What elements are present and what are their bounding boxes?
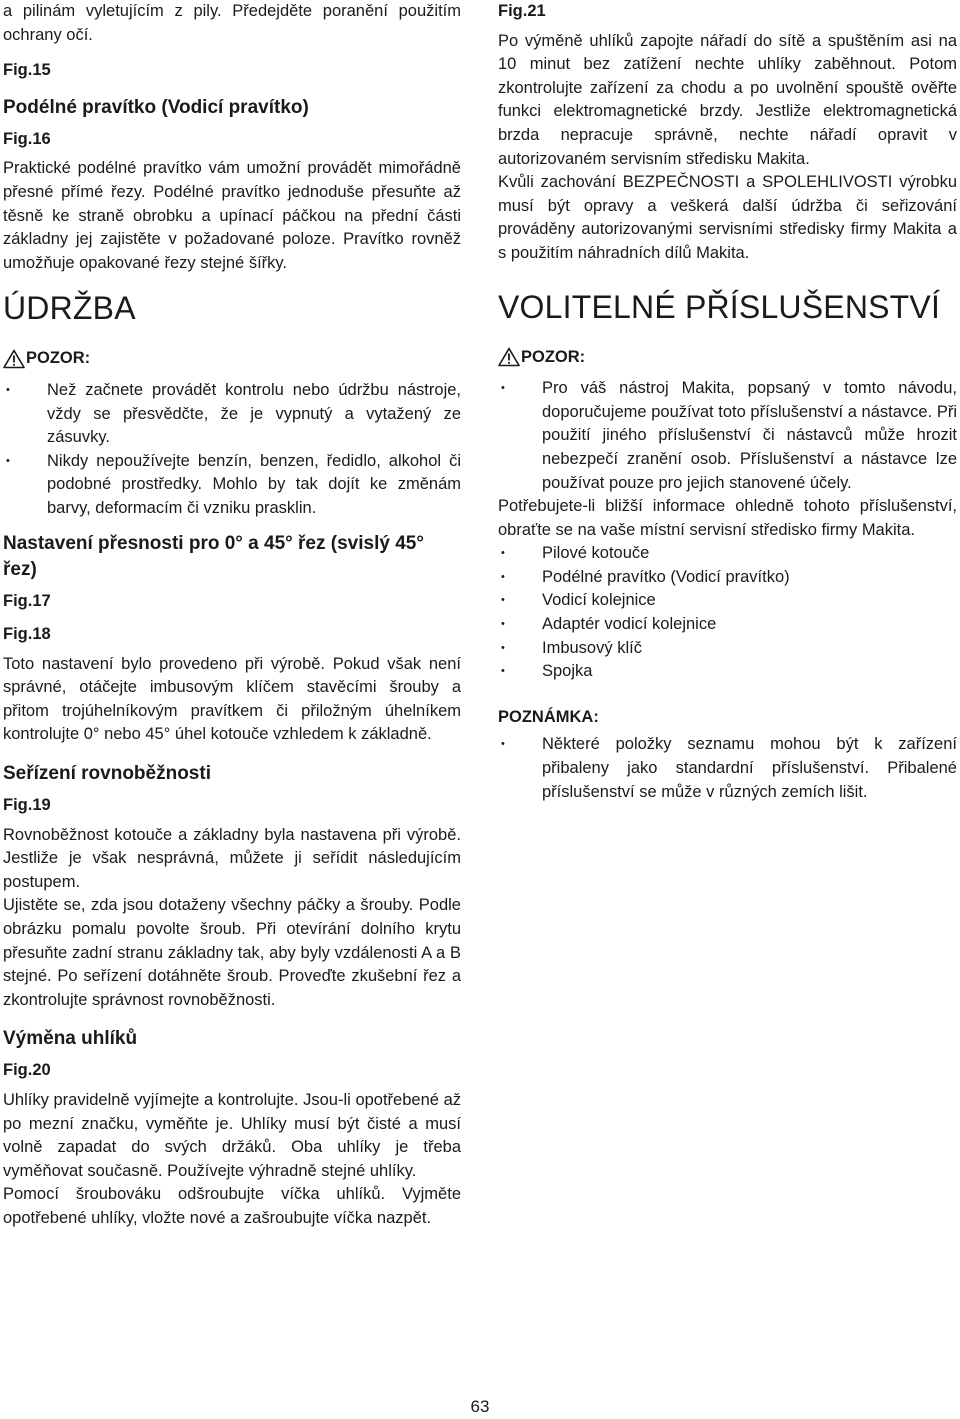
note-label: POZNÁMKA: bbox=[498, 707, 599, 726]
list-item: • Vodicí kolejnice bbox=[498, 589, 957, 613]
parallelism-text-2: Ujistěte se, zda jsou dotaženy všechny páčky a šrouby. Podle obrázku pomalu povolte šroub. Při otevírání dolního krytu přesuňte zadní stranu základny tak, aby byly vzdálenosti A a B stejné. Po seřízení dotáhněte šroub. Proveďte zkušební řez a zkontrolujte správnost rovnoběžnosti. bbox=[3, 896, 461, 1009]
fig20-label: Fig.20 bbox=[3, 1061, 51, 1080]
heading-parallelism: Seřízení rovnoběžnosti bbox=[3, 763, 211, 785]
fig16-label: Fig.16 bbox=[3, 129, 51, 148]
list-item: • Imbusový klíč bbox=[498, 637, 957, 661]
accessories-list bbox=[498, 542, 957, 684]
intro-text: a pilinám vyletujícím z pily. Předejděte poranění použitím ochrany očí. bbox=[3, 2, 461, 44]
caution-1-list bbox=[3, 379, 461, 521]
caution-2-label: POZOR: bbox=[521, 347, 586, 366]
warning-icon bbox=[3, 349, 25, 369]
page-number: 63 bbox=[470, 1397, 490, 1416]
fence-text: Praktické podélné pravítko vám umožní provádět mimořádně přesné přímé řezy. Podélné pravítko jednoduše přesuňte až těsně ke straně obrobku a upínací páčkou na přední části základny jej zajistěte v požadované poloze. Pravítko rovněž umožňuje opakované řezy stejné šířky. bbox=[3, 159, 461, 272]
caution-1 bbox=[3, 347, 461, 371]
list-item: • Spojka bbox=[498, 660, 957, 684]
list-item: • Nikdy nepoužívejte benzín, benzen, ředidlo, alkohol či podobné prostředky. Mohlo by tak dojít ke změnám barvy, deformacím či vzniku prasklin. bbox=[3, 450, 461, 521]
list-item: • Pilové kotouče bbox=[498, 542, 957, 566]
heading-carbon-brushes: Výměna uhlíků bbox=[3, 1028, 138, 1050]
list-item: • Než začnete provádět kontrolu nebo údržbu nástroje, vždy se přesvědčte, že je vypnutý a vytažený ze zásuvky. bbox=[3, 379, 461, 450]
brushes-text-2: Pomocí šroubováku odšroubujte víčka uhlíků. Vyjměte opotřebené uhlíky, vložte nové a zašroubujte víčka nazpět. bbox=[3, 1185, 461, 1227]
list-item: • Pro váš nástroj Makita, popsaný v tomto návodu, doporučujeme používat toto příslušenství a nástavce. Při použití jiného příslušenství či nástavců může hrozit nebezpečí zranění osob. Příslušenství a nástavce lze používat pouze pro jejich stanovené účely. bbox=[498, 377, 957, 495]
right-column bbox=[498, 0, 957, 804]
heading-accuracy: Nastavení přesnosti pro 0° a 45° řez (svislý 45° řez) bbox=[3, 532, 424, 580]
caution-2-list bbox=[498, 377, 957, 495]
list-item: • Některé položky seznamu mohou být k zařízení přibaleny jako standardní příslušenství. Přibalené příslušenství se může v různých zemích lišit. bbox=[498, 733, 957, 804]
left-column bbox=[3, 0, 461, 1231]
accuracy-text: Toto nastavení bylo provedeno při výrobě. Pokud však není správné, otáčejte imbusovým klíčem stavěcími šrouby a přitom trojúhelníkovým pravítkem či přiložným úhelníkem kontrolujte 0° nebo 45° úhel kotouče vzhledem k základně. bbox=[3, 654, 461, 744]
accessories-info-text: Potřebujete-li bližší informace ohledně tohoto příslušenství, obraťte se na vaše místní servisní středisko firmy Makita. bbox=[498, 497, 957, 539]
safety-text: Kvůli zachování BEZPEČNOSTI a SPOLEHLIVOSTI výrobku musí být opravy a veškerá další údržba či seřizování prováděny autorizovanými servisními středisky firmy Makita a s použitím náhradních dílů Makita. bbox=[498, 173, 957, 262]
note-list bbox=[498, 733, 957, 804]
heading-maintenance: ÚDRŽBA bbox=[3, 290, 136, 327]
brushes-text-1: Uhlíky pravidelně vyjímejte a kontrolujte. Jsou-li opotřebené až po mezní značku, vyměňte je. Uhlíky musí být čisté a musí volně zapadat do svých držáků. Oba uhlíky je třeba vyměňovat současně. Používejte výhradně stejné uhlíky. bbox=[3, 1091, 461, 1180]
fig15-label: Fig.15 bbox=[3, 61, 51, 80]
caution-1-label: POZOR: bbox=[26, 349, 91, 368]
fig21-label: Fig.21 bbox=[498, 2, 546, 20]
fig21-text: Po výměně uhlíků zapojte nářadí do sítě a spuštěním asi na 10 minut bez zatížení nechte uhlíky zaběhnout. Potom zkontrolujte zařízení za chodu a po uvolnění spouště ověřte funkci elektromagnetické brzdy. Jestliže elektromagnetická brzda nepracuje správně, nechte nářadí opravit v autorizovaném servisním středisku Makita. bbox=[498, 31, 957, 168]
list-item: • Adaptér vodicí kolejnice bbox=[498, 613, 957, 637]
fig17-label: Fig.17 bbox=[3, 591, 51, 610]
heading-accessories: VOLITELNÉ PŘÍSLUŠENSTVÍ bbox=[498, 288, 941, 325]
fig18-label: Fig.18 bbox=[3, 625, 51, 644]
heading-fence: Podélné pravítko (Vodicí pravítko) bbox=[3, 96, 309, 118]
warning-icon bbox=[498, 347, 520, 367]
fig19-label: Fig.19 bbox=[3, 796, 51, 815]
parallelism-text-1: Rovnoběžnost kotouče a základny byla nastavena při výrobě. Jestliže je však nesprávná, můžete ji seřídit následujícím postupem. bbox=[3, 825, 461, 891]
list-item: • Podélné pravítko (Vodicí pravítko) bbox=[498, 566, 957, 590]
caution-2 bbox=[498, 346, 957, 370]
